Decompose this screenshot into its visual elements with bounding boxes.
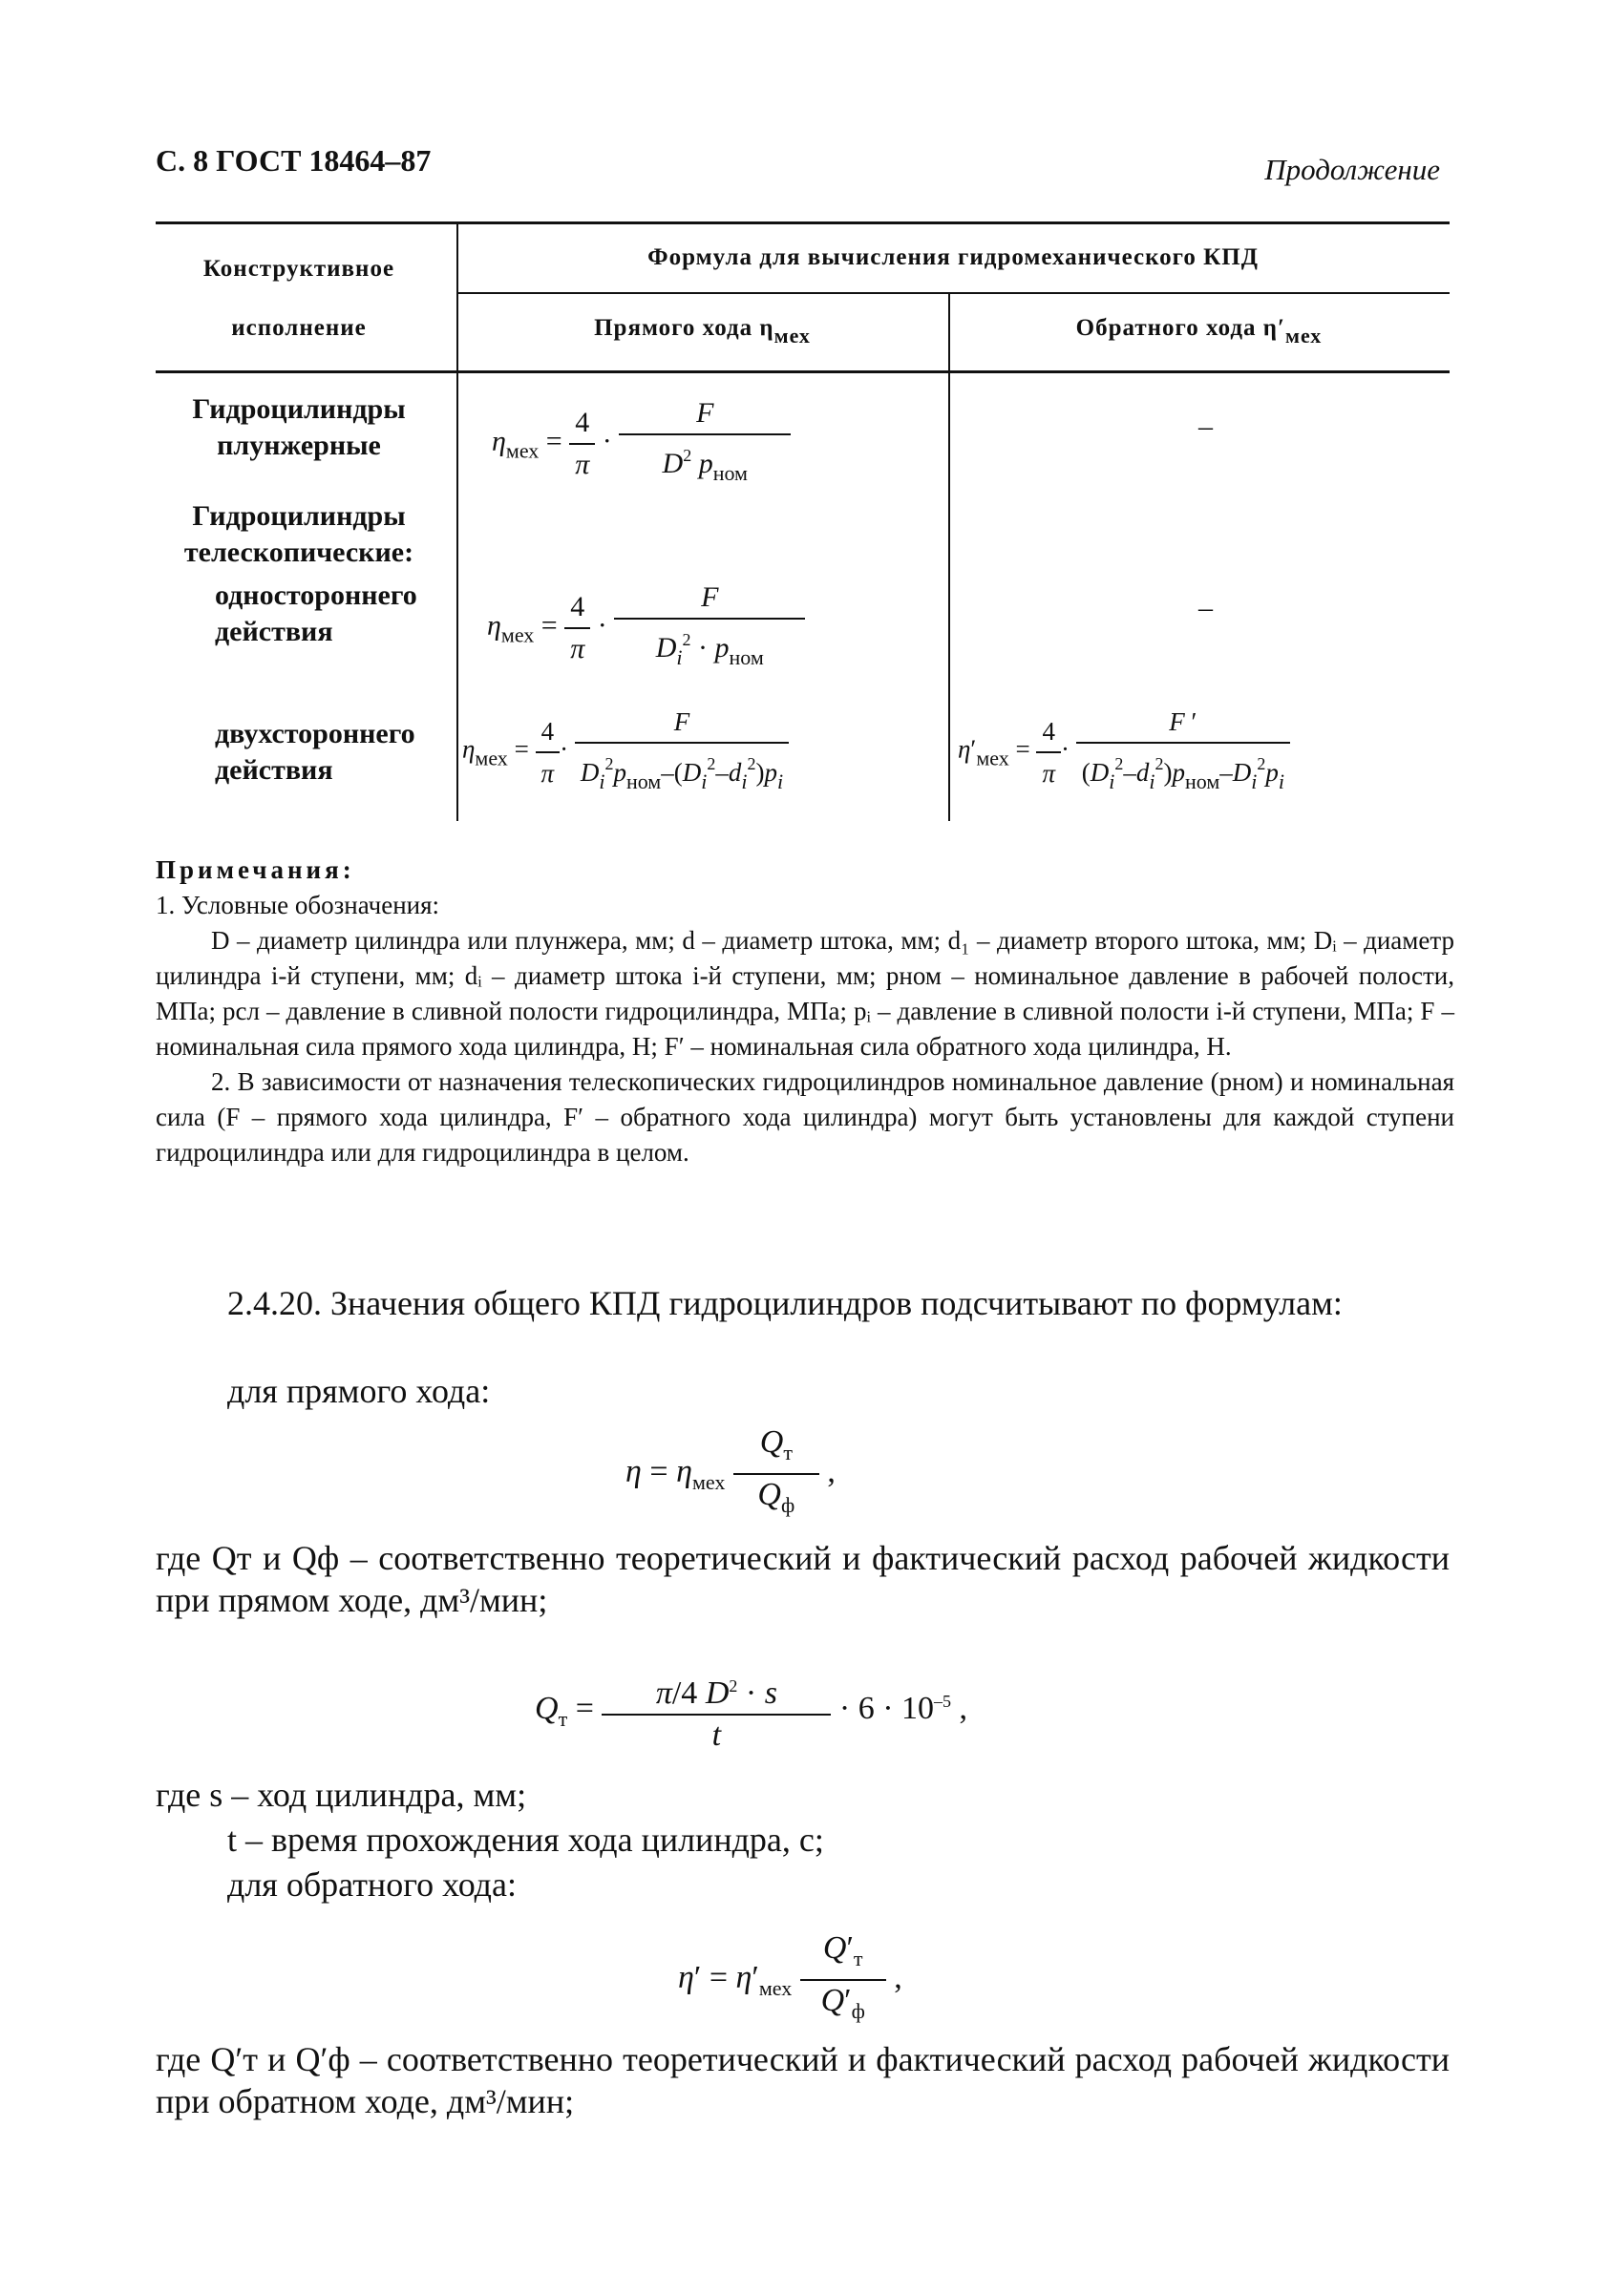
continuation-label: Продолжение: [1264, 153, 1440, 186]
reverse-stroke-header: Обратного хода η′мех: [1075, 315, 1323, 348]
formula-total-efficiency-forward: $\eta = \eta_{мех}$ $\frac{Q_т}{Q_ф}$ ,: [625, 1424, 836, 1517]
where-t-definition: t – время прохождения хода цилиндра, с;: [227, 1821, 824, 1859]
table-col-divider-2: [948, 292, 950, 821]
table-header-bottom-rule: [156, 370, 1450, 373]
col-header-construction-2: исполнение: [231, 315, 367, 341]
formula-plunger-forward: $\eta_{мех}$ = $\frac{4}{\pi}$ · $\frac{F}{D^2 p_{ном}}$: [492, 393, 791, 494]
table-col-divider-1: [456, 221, 458, 821]
formula-total-efficiency-reverse: $\eta' = \eta'_{мех}$ $\frac{Q'_т}{Q'_ф}$ ,: [678, 1930, 902, 2023]
table-group-rule: [456, 292, 1450, 294]
col-header-construction: Конструктивное: [202, 256, 395, 282]
where-s-definition: где s – ход цилиндра, мм;: [156, 1776, 527, 1814]
note-1-title: 1. Условные обозначения:: [156, 891, 440, 919]
row-label-telescopic: Гидроцилиндры телескопические:: [183, 500, 414, 568]
where-Q-definitions: где Qт и Qф – соответственно теоретический и фактический расход рабочей жидкости при прямом ходе, дм³/мин;: [156, 1539, 1450, 1619]
formula-group-header: Формула для вычисления гидромеханического КПД: [647, 244, 1259, 270]
row-label-double-acting: двухстороннего действия: [215, 718, 415, 786]
paragraph-2-4-20: 2.4.20. Значения общего КПД гидроцилиндров подсчитывают по формулам:: [227, 1284, 1343, 1322]
reverse-stroke-label: для обратного хода:: [227, 1865, 517, 1904]
formula-single-acting-reverse: –: [1198, 592, 1213, 623]
row-label-plunger: Гидроцилиндры плунжерные: [192, 393, 406, 461]
forward-stroke-label: для прямого хода:: [227, 1372, 491, 1410]
notes-title: Примечания:: [156, 855, 355, 884]
formula-single-acting-forward: $\eta_{мех}$ = $\frac{4}{\pi}$ · $\frac{F}{D_i^2 \cdot p_{ном}}$: [487, 578, 805, 678]
note-1-text: D – диаметр цилиндра или плунжера, мм; d – диаметр штока, мм; d₁ – диаметр второго штока, мм; Dᵢ – диаметр цилиндра i-й ступени, мм; dᵢ – диаметр штока i-й ступени, мм; pном – номинальное давление в рабочей полости, МПа; pсл – давление в сливной полости гидроцилиндра, МПа; pᵢ – давление в сливной полости i-й ступени, МПа; F – номинальная сила прямого хода цилиндра, Н; F′ – номинальная сила обратного хода цилиндра, Н.: [156, 926, 1454, 1061]
forward-stroke-header: Прямого хода ηмех: [594, 315, 811, 348]
row-label-single-acting: одностороннего действия: [215, 579, 417, 647]
notes-block: [156, 853, 1454, 1170]
table-top-rule: [156, 221, 1450, 224]
formula-plunger-reverse: –: [1198, 411, 1213, 442]
note-2-text: 2. В зависимости от назначения телескопических гидроцилиндров номинальное давление (pном) и номинальная сила (F – прямого хода цилиндра, F′ – обратного хода цилиндра) могут быть установлены для каждой ступени гидроцилиндра или для гидроцилиндра в целом.: [156, 1067, 1454, 1167]
formula-theoretical-flow: $Q_т$ = $\frac{\pi/4 D^2 \cdot s}{t}$ · $6 \cdot 10^{-5}$ ,: [535, 1666, 967, 1756]
formula-double-acting-forward: $\eta_{мех}$ = $\frac{4}{\pi}$ · $\frac{F}{D_i^2p_{ном}-(D_i^2-d_i^2)p_i}$: [462, 702, 789, 802]
formula-double-acting-reverse: $\eta'_{мех}$ = $\frac{4}{\pi}$ · $\frac{F '}{(D_i^2-d_i^2)p_{ном}-D_i^2p_i}$: [958, 702, 1290, 802]
page-reference: С. 8 ГОСТ 18464–87: [156, 143, 432, 178]
where-Q-prime-definitions: где Q′т и Q′ф – соответственно теоретический и фактический расход рабочей жидкости при обратном ходе, дм³/мин;: [156, 2040, 1450, 2120]
